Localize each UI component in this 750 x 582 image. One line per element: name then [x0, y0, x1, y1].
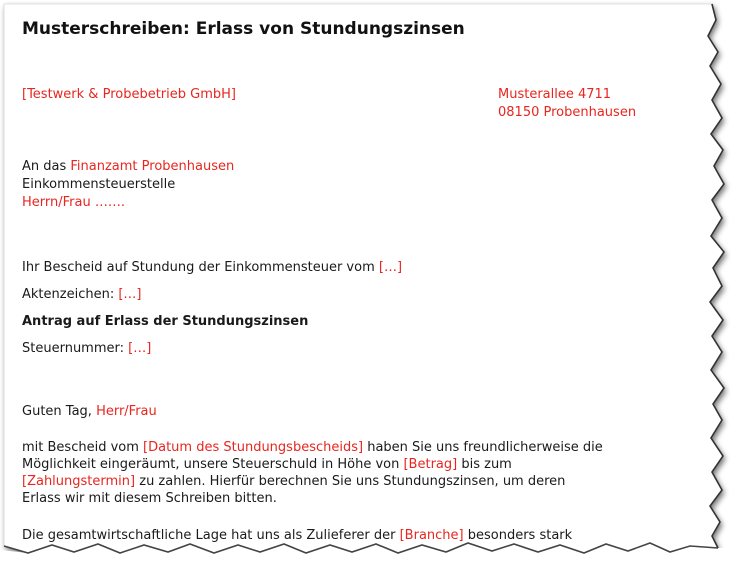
recipient-office: Finanzamt Probenhausen: [70, 159, 235, 174]
recipient-prefix: An das: [22, 159, 71, 174]
recipient-person: Herrn/Frau …….: [22, 195, 125, 210]
paragraph-1-line-4: Erlass wir mit diesem Schreiben bitten.: [22, 491, 277, 506]
placeholder-datum: [Datum des Stundungsbescheids]: [143, 440, 364, 455]
aktenzeichen-value: […]: [118, 287, 142, 302]
placeholder-zahlungstermin: [Zahlungstermin]: [22, 474, 136, 489]
bescheid-value: […]: [378, 260, 403, 275]
steuernummer-value: […]: [128, 341, 152, 356]
text-segment: bis zum: [457, 457, 512, 472]
text-segment: haben Sie uns freundlicherweise die: [363, 440, 603, 455]
greeting-text: Guten Tag,: [22, 404, 97, 419]
text-segment: Möglichkeit eingeräumt, unsere Steuerschuld in Höhe von: [22, 457, 404, 472]
aktenzeichen-label: Aktenzeichen:: [22, 287, 119, 302]
recipient-department: Einkommensteuerstelle: [22, 177, 176, 192]
placeholder-betrag: [Betrag]: [403, 457, 458, 472]
text-segment: besonders stark: [463, 528, 573, 543]
steuernummer-label: Steuernummer:: [22, 341, 129, 356]
letter-subject: Antrag auf Erlass der Stundungszinsen: [22, 314, 309, 329]
text-segment: Die gesamtwirtschaftliche Lage hat uns als Zulieferer der: [22, 528, 400, 543]
page-title: Musterschreiben: Erlass von Stundungszinsen: [22, 19, 465, 39]
sender-company: [Testwerk & Probebetrieb GmbH]: [22, 87, 236, 102]
sender-city: 08150 Probenhausen: [498, 105, 637, 120]
greeting-name: Herr/Frau: [96, 404, 157, 419]
placeholder-branche: [Branche]: [399, 528, 464, 543]
text-segment: mit Bescheid vom: [22, 440, 144, 455]
text-segment: zu zahlen. Hierfür berechnen Sie uns Stundungszinsen, um deren: [135, 474, 566, 489]
bescheid-text: Ihr Bescheid auf Stundung der Einkommensteuer vom: [22, 260, 379, 275]
sender-street: Musterallee 4711: [498, 87, 612, 102]
